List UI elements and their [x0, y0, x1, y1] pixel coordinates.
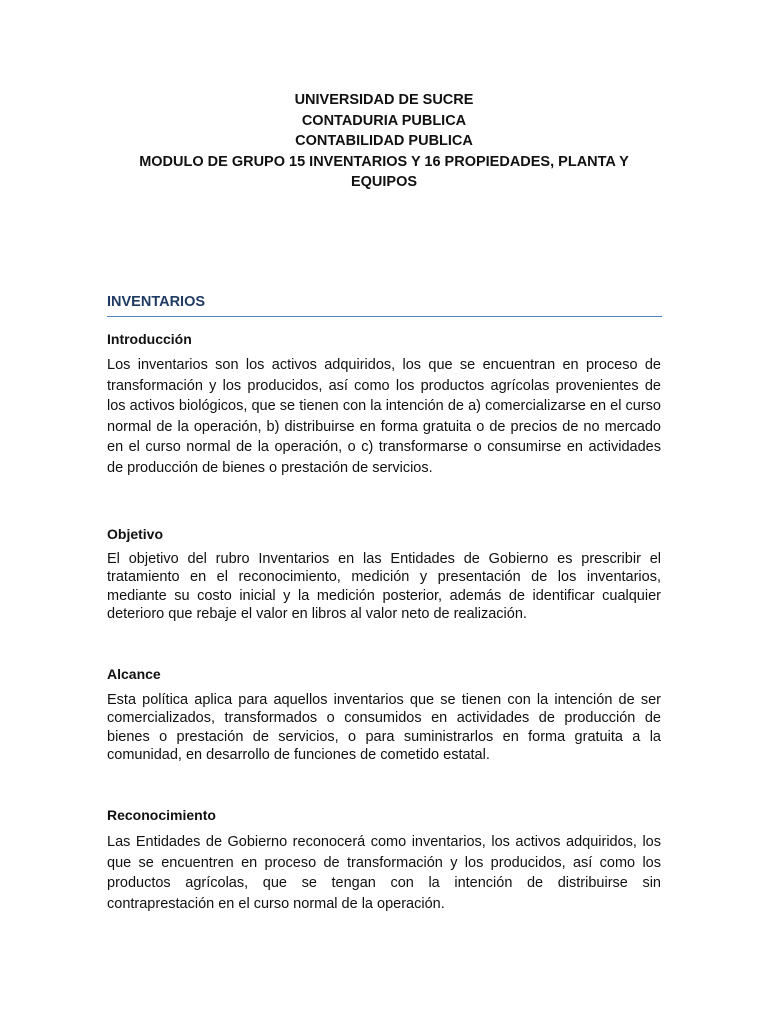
subheading-alcance: Alcance [107, 666, 161, 682]
paragraph-alcance: Esta política aplica para aquellos inventarios que se tienen con la intención de ser comercializados, transformados o consumidos en actividades de producción de bienes o prestación de servicios, o para suministrarlos en forma gratuita a la comunidad, en desarrollo de funciones de cometido estatal. [107, 692, 661, 763]
title-module-line1: MODULO DE GRUPO 15 INVENTARIOS Y 16 PROPIEDADES, PLANTA Y [139, 153, 629, 170]
section-heading-inventarios: INVENTARIOS [107, 294, 662, 317]
title-university: UNIVERSIDAD DE SUCRE [294, 92, 474, 108]
subheading-reconocimiento: Reconocimiento [107, 807, 216, 823]
subheading-introduccion: Introducción [107, 331, 192, 347]
document-title-block [106, 90, 662, 193]
title-program: CONTADURIA PUBLICA [301, 112, 467, 129]
title-module-line2: EQUIPOS [350, 174, 418, 190]
title-course: CONTABILIDAD PUBLICA [295, 133, 473, 149]
paragraph-objetivo: El objetivo del rubro Inventarios en las Entidades de Gobierno es prescribir el tratamiento en el reconocimiento, medición y presentación de los inventarios, mediante su costo inicial y la medición posterior, además de identificar cualquier deterioro que rebaje el valor en libros al valor neto de realización. [107, 551, 661, 622]
subheading-objetivo: Objetivo [107, 526, 164, 542]
paragraph-reconocimiento: Las Entidades de Gobierno reconocerá como inventarios, los activos adquiridos, los que se encuentren en proceso de transformación y los producidos, así como los productos agrícolas, que se tengan con la intención de distribuirse sin contraprestación en el curso normal de la operación. [107, 834, 661, 912]
paragraph-introduccion: Los inventarios son los activos adquiridos, los que se encuentran en proceso de transformación y los producidos, así como los productos agrícolas provenientes de los activos biológicos, que se tienen con la intención de a) comercializarse en el curso normal de la operación, b) distribuirse en forma gratuita o de precios de no mercado en el curso normal de la operación, o c) transformarse o consumirse en actividades de producción de bienes o prestación de servicios. [107, 357, 661, 476]
